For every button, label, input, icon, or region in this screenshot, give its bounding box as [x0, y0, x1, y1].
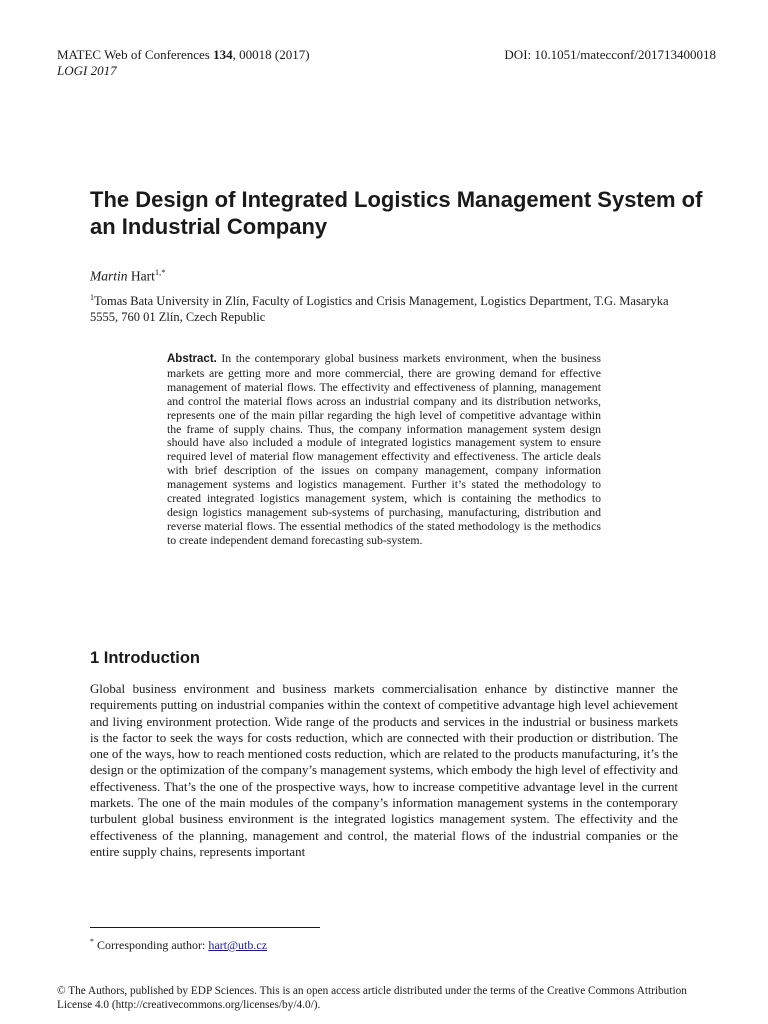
- running-header-left: [57, 47, 310, 79]
- conference-name: LOGI 2017: [57, 63, 117, 78]
- article-number: , 00018 (2017): [232, 47, 310, 62]
- footnote-marker: *: [90, 937, 94, 946]
- author-marker: 1,*: [154, 267, 166, 277]
- journal-volume: 134: [213, 47, 233, 62]
- abstract-text: In the contemporary global business markets environment, when the business markets are getting more and more commercial, there are growing demand for effective management of material flows. The effectivity and effectiveness of planning, management and control the material flows across an industrial company and its distribution networks, represents one of the main pillar regarding the high level of competitive advantage within the frame of supply chains. Thus, the company information management system design should have also included a module of integrated logistics management system to ensure required level of material flow management effectivity and effectiveness. The article deals with brief description of the issues on company management, company information management systems and logistics management. Further it’s stated the methodology to created integrated logistics management system, which is containing the methodics to design logistics management sub-systems of purchasing, manufacturing, distribution and reverse material flows. The essential methodics of the stated methodology is the methodics to create independent demand forecasting sub-system.: [167, 351, 602, 547]
- journal-name: MATEC Web of Conferences: [57, 47, 214, 62]
- corresponding-email-link[interactable]: hart@utb.cz: [208, 938, 268, 952]
- footnote-label: Corresponding author:: [94, 938, 209, 952]
- section-heading-introduction: 1 Introduction: [90, 649, 200, 667]
- author-family-name: Hart: [130, 268, 155, 284]
- abstract-label: Abstract.: [167, 353, 217, 365]
- affiliation-marker: 1: [90, 293, 94, 302]
- license-notice: © The Authors, published by EDP Sciences. This is an open access article distributed under the terms of the Creative Commons Attribution License 4.0 (http://creativecommons.org/licenses/by/4.0/).: [57, 985, 687, 1011]
- affiliation-text: Tomas Bata University in Zlín, Faculty of Logistics and Crisis Management, Logistics Department, T.G. Masaryka 5555, 760 01 Zlín, Czech Republic: [90, 294, 669, 325]
- footnote-divider: [90, 927, 320, 928]
- doi-header: DOI: 10.1051/matecconf/201713400018: [504, 47, 716, 62]
- journal-citation: [57, 47, 310, 63]
- affiliation: [90, 290, 690, 325]
- author-given-name: Martin: [90, 268, 128, 284]
- abstract: [167, 352, 601, 548]
- paper-title: The Design of Integrated Logistics Management System of an Industrial Company: [90, 187, 703, 239]
- author-line: [90, 264, 166, 285]
- footnote: [90, 934, 267, 953]
- introduction-paragraph: Global business environment and business markets commercialisation enhance by distinctive manner the requirements putting on industrial companies within the context of competitive advantage high level achievement and living environment protection. Wide range of the products and services in the industrial or business markets is the factor to seek the ways for costs reduction, which are connected with their production or distribution. The one of the ways, how to reach mentioned costs reduction, which are related to the products manufacturing, it’s the design or the optimization of the company’s management systems, which embody the high level of effectivity and effectiveness. That’s the one of the prospective ways, how to increase competitive advantage level in the current markets. The one of the main modules of the company’s information management systems in the contemporary turbulent global business environment is the integrated logistics management system. The effectivity and the effectiveness of the planning, management and control, the material flows of the industrial companies or the entire supply chains, represents important: [90, 682, 678, 859]
